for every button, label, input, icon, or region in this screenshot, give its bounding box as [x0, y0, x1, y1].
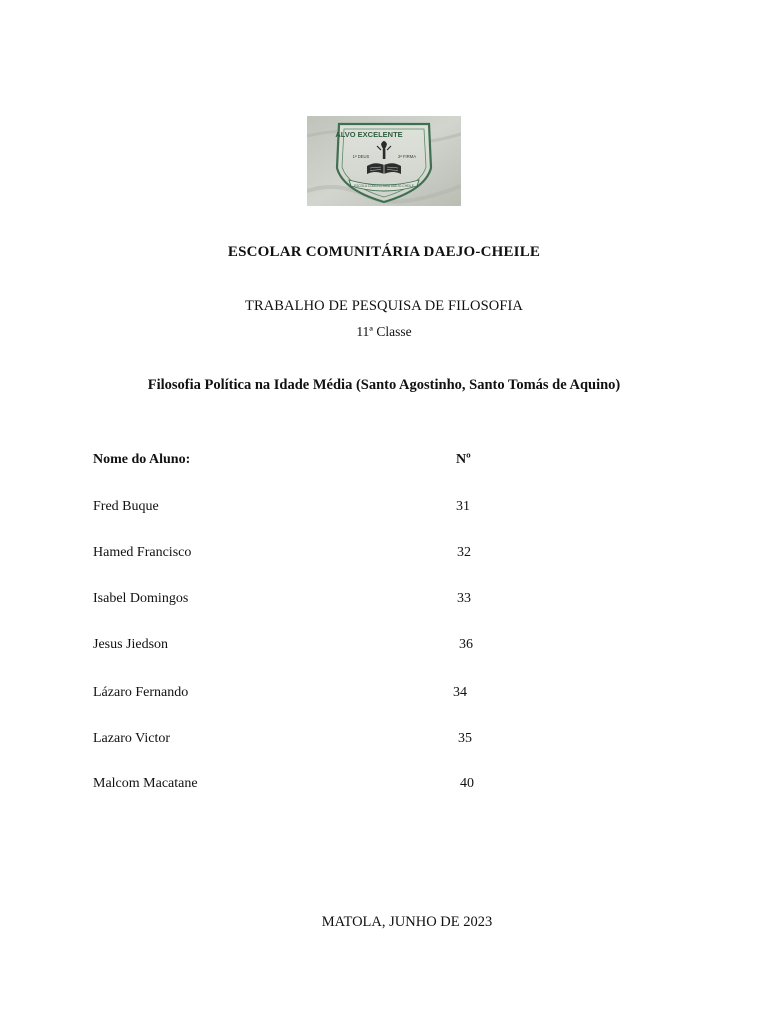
student-number: 34: [453, 685, 467, 700]
student-number: 35: [458, 731, 472, 746]
student-name: Lazaro Victor: [93, 731, 171, 746]
student-number: 33: [457, 591, 471, 606]
school-name: ESCOLAR COMUNITÁRIA DAEJO-CHEILE: [227, 244, 541, 260]
student-name: Lázaro Fernando: [93, 685, 189, 700]
logo-right-text: 2ª FIRMA: [397, 154, 417, 159]
student-name: Jesus Jiedson: [93, 637, 169, 652]
logo-top-text: ALVO EXCELENTE: [335, 130, 403, 139]
student-name-header: Nome do Aluno:: [93, 452, 191, 467]
work-title: TRABALHO DE PESQUISA DE FILOSOFIA: [244, 298, 523, 314]
class-level: 11ª Classe: [356, 324, 412, 339]
logo-banner-text: ESCOLA COMUNITÁRIA DAEJO-CHEILE: [354, 184, 414, 188]
school-logo: [307, 116, 461, 206]
student-number: 36: [459, 637, 473, 652]
student-name: Isabel Domingos: [93, 591, 189, 606]
student-name: Hamed Francisco: [93, 545, 192, 560]
student-number: 31: [456, 499, 470, 514]
logo-left-text: 1ª DEUS: [352, 154, 370, 159]
student-number: 40: [460, 776, 474, 791]
student-number: 32: [457, 545, 471, 560]
work-topic: Filosofia Política na Idade Média (Santo Agostinho, Santo Tomás de Aquino): [147, 377, 621, 393]
place-and-date: MATOLA, JUNHO DE 2023: [321, 914, 493, 930]
school-crest-image: [307, 116, 461, 206]
student-number-header: Nº: [456, 452, 471, 467]
student-name: Malcom Macatane: [93, 776, 198, 791]
student-name: Fred Buque: [93, 499, 159, 514]
